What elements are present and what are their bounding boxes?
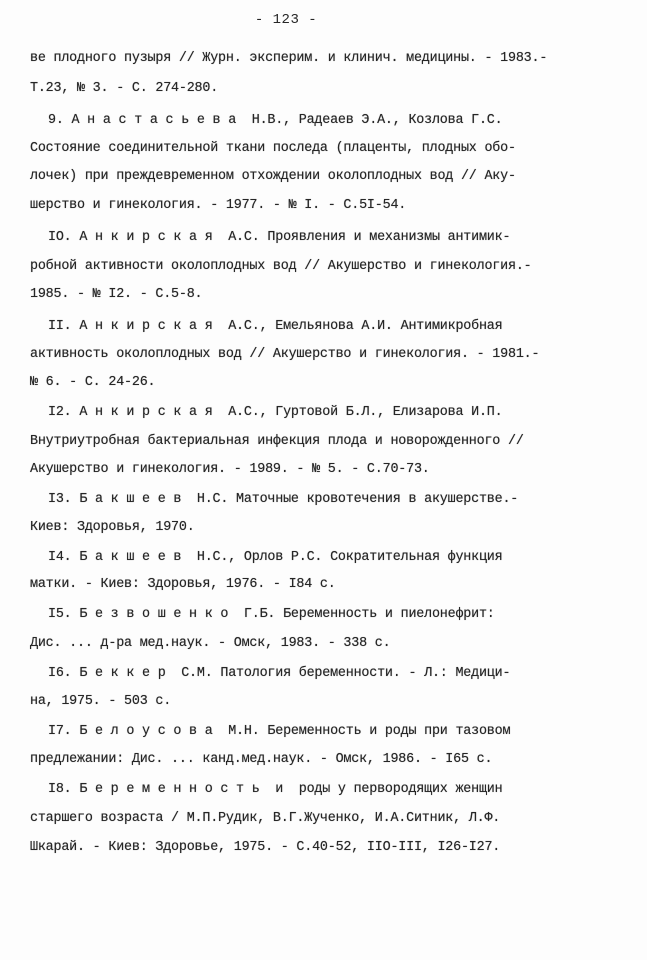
text-line: предлежании: Дис. ... канд.мед.наук. - Омск, 1986. - I65 с. (30, 752, 493, 767)
text-line: Состояние соединительной ткани последа (плаценты, плодных обо- (30, 141, 516, 156)
text-line: Шкарай. - Киев: Здоровье, 1975. - С.40-52, IIO-III, I26-I27. (30, 840, 501, 855)
text-line: № 6. - С. 24-26. (30, 375, 156, 390)
text-line: активность околоплодных вод // Акушерство и гинекология. - 1981.- (30, 347, 540, 362)
text-line: 1985. - № I2. - С.5-8. (30, 287, 203, 302)
text-line: на, 1975. - 503 с. (30, 694, 172, 709)
text-line: Акушерство и гинекология. - 1989. - № 5. - С.70-73. (30, 462, 430, 477)
reference-16-line: I6. Б е к к е р С.М. Патология беременности. - Л.: Медици- (48, 666, 511, 681)
reference-11-line: II. А н к и р с к а я А.С., Емельянова А.И. Антимикробная (48, 319, 503, 334)
text-line: лочек) при преждевременном отхождении околоплодных вод // Аку- (30, 169, 516, 184)
reference-14-line: I4. Б а к ш е е в Н.С., Орлов Р.С. Сократительная функция (48, 550, 503, 565)
text-line: Т.23, № 3. - С. 274-280. (30, 81, 219, 96)
reference-10-line: IO. А н к и р с к а я А.С. Проявления и механизмы антимик- (48, 230, 511, 245)
reference-13-line: I3. Б а к ш е е в Н.С. Маточные кровотечения в акушерстве.- (48, 492, 519, 507)
text-line: робной активности околоплодных вод // Акушерство и гинекология.- (30, 259, 532, 274)
reference-17-line: I7. Б е л о у с о в а М.Н. Беременность и роды при тазовом (48, 724, 511, 739)
text-line: матки. - Киев: Здоровья, 1976. - I84 с. (30, 577, 336, 592)
reference-9-line: 9. А н а с т а с ь е в а Н.В., Радеаев Э.А., Козлова Г.С. (48, 113, 503, 128)
text-line: Дис. ... д-ра мед.наук. - Омск, 1983. - 338 с. (30, 636, 391, 651)
page-number: - 123 - (254, 12, 318, 28)
text-line: Внутриутробная бактериальная инфекция плода и новорожденного // (30, 434, 524, 449)
text-line: старшего возраста / М.П.Рудик, В.Г.Жученко, И.А.Ситник, Л.Ф. (30, 811, 501, 826)
reference-15-line: I5. Б е з в о ш е н к о Г.Б. Беременность и пиелонефрит: (48, 607, 495, 622)
reference-18-line: I8. Б е р е м е н н о с т ь и роды у первородящих женщин (48, 782, 503, 797)
text-line: шерство и гинекология. - 1977. - № I. - С.5I-54. (30, 198, 407, 213)
reference-12-line: I2. А н к и р с к а я А.С., Гуртовой Б.Л., Елизарова И.П. (48, 405, 503, 420)
text-line: Киев: Здоровья, 1970. (30, 520, 195, 535)
text-line: ве плодного пузыря // Журн. эксперим. и клинич. медицины. - 1983.- (30, 51, 548, 66)
